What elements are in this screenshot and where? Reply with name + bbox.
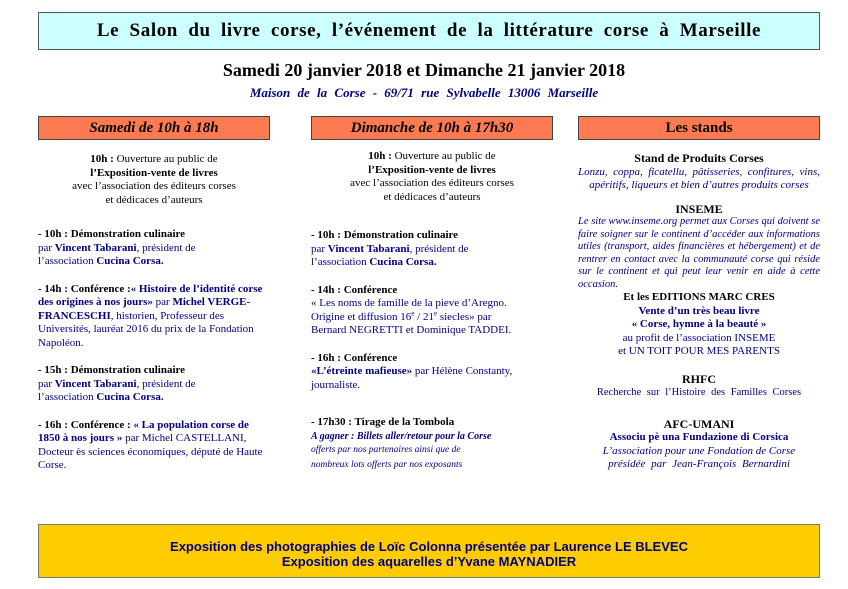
title-banner: [38, 12, 820, 50]
stands-column: [578, 152, 820, 472]
saturday-column: [38, 153, 270, 473]
stand-rhfc: RHFC Recherche sur l’Histoire des Familles Corses: [596, 371, 802, 398]
sunday-tombola: - 17h30 : Tirage de la Tombola A gagner : Billets aller/retour pour la Corse offerts par nos partenaires ainsi que de nombreux lots offerts par nos exposants: [311, 416, 492, 470]
sunday-opening: 10h : Ouverture au public de l’Exposition-vente de livres avec l’association des éditeurs corses et dédicaces d’auteurs: [350, 150, 514, 203]
sunday-event-3: - 16h : Conférence «L’étreinte mafieuse» par Hélène Constanty, journaliste.: [311, 351, 513, 391]
stands-header: Les stands: [578, 116, 820, 140]
footer-line-1: Exposition des photographies de Loïc Colonna présentée par Laurence LE BLEVEC: [170, 539, 688, 554]
sunday-column: [311, 150, 553, 472]
event-dates: Samedi 20 janvier 2018 et Dimanche 21 janvier 2018: [222, 60, 626, 80]
saturday-event-2: - 14h : Conférence :« Histoire de l’identité corse des origines à nos jours» par Michel VERGE-FRANCESCHI, historien, Professeur des Universités, lauréat 2016 du prix de la Fondation Napoléon.: [38, 282, 263, 349]
saturday-event-3: - 15h : Démonstration culinaire par Vincent Tabarani, président de l’association Cucina Corsa.: [38, 364, 196, 403]
stand-produits-corses: Stand de Produits Corses Lonzu, coppa, ficatellu, pâtisseries, confitures, vins, apéritifs, liqueurs et bien d’autres produits corses: [578, 151, 820, 191]
stand-editions-marc-cres: Et les EDITIONS MARC CRES Vente d’un très beau livre « Corse, hymne à la beauté » au profit de l’association INSEME et UN TOIT POUR MES PARENTS: [618, 291, 780, 357]
stand-afc-umani: AFC-UMANI Associu pè una Fundazione di Corsica L’association pour une Fondation de Corse présidée par Jean-François Bernardini: [602, 416, 796, 470]
sunday-header: Dimanche de 10h à 17h30: [311, 116, 553, 140]
stand-inseme: INSEME Le site www.inseme.org permet aux Corses qui doivent se faire soigner sur le continent d’accéder aux informations utiles (transport, aides financières et hébergement) et de rentrer en contact avec la communauté corse qui réside sur le continent et qui peut leur venir en aide à cette occasion.: [578, 201, 820, 290]
saturday-opening: 10h : Ouverture au public de l’Exposition-vente de livres avec l’association des éditeurs corses et dédicaces d’auteurs: [72, 153, 236, 206]
page-title: Le Salon du livre corse, l’événement de la littérature corse à Marseille: [96, 20, 762, 41]
event-address: Maison de la Corse - 69/71 rue Sylvabelle 13006 Marseille: [249, 85, 599, 100]
saturday-header: Samedi de 10h à 18h: [38, 116, 270, 140]
sunday-event-2: - 14h : Conférence « Les noms de famille de la pieve d’Aregno. Origine et diffusion 16e / 21e siecles» par Bernard NEGRETTI et Dominique TADDEI.: [311, 283, 512, 336]
exhibition-footer: [38, 524, 820, 578]
footer-line-2: Exposition des aquarelles d’Yvane MAYNADIER: [281, 554, 577, 569]
sunday-event-1: - 10h : Démonstration culinaire par Vincent Tabarani, président de l’association Cucina Corsa.: [311, 229, 469, 268]
saturday-event-1: - 10h : Démonstration culinaire par Vincent Tabarani, président de l’association Cucina Corsa.: [38, 228, 196, 267]
saturday-event-4: - 16h : Conférence : « La population corse de 1850 à nos jours » par Michel CASTELLANI, Docteur ès sciences économiques, député de Haute Corse.: [38, 418, 263, 471]
